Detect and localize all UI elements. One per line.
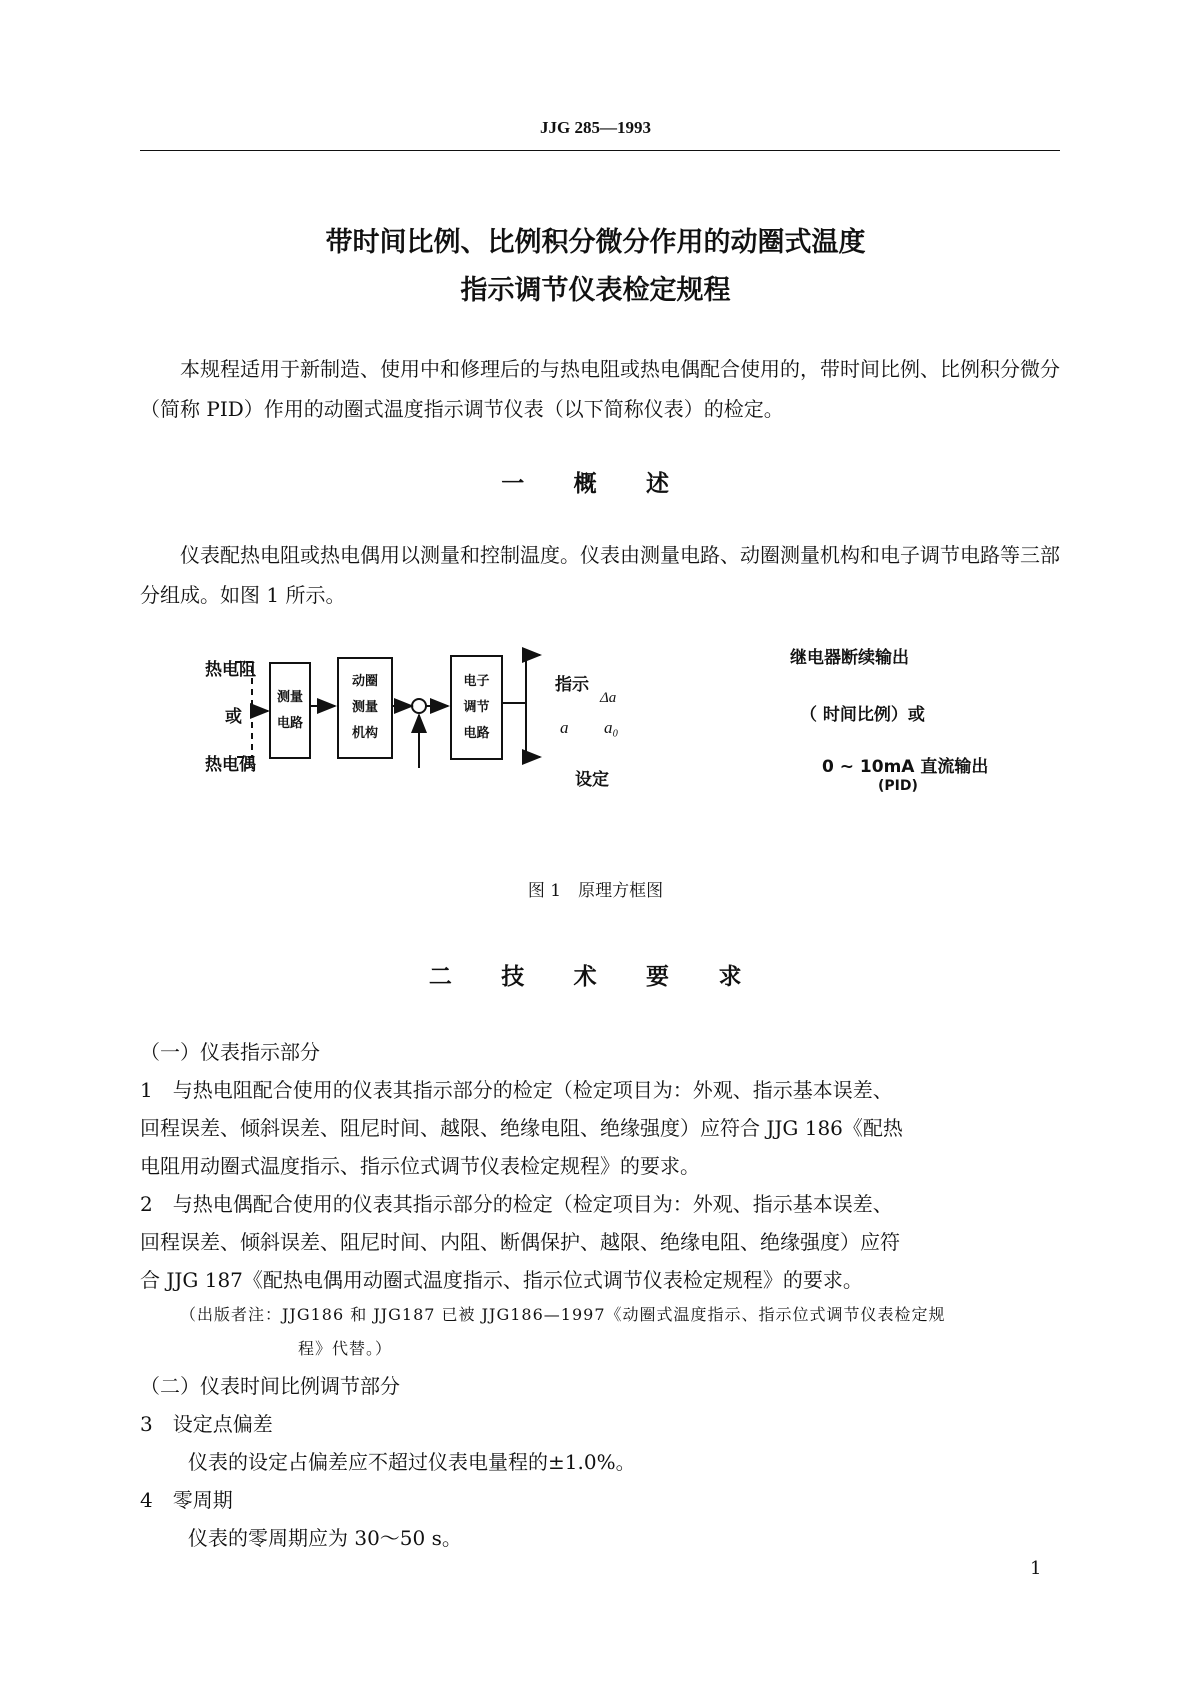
input-thermocouple-label: 热电偶 (205, 755, 256, 775)
moving-coil-box: 动圈测量机构 (337, 657, 393, 759)
clause-3-text: 仪表的设定占偏差应不超过仪表电量程的±1.0%。 (188, 1450, 636, 1474)
indicate-label: 指示 (555, 675, 589, 695)
standard-header: JJG 285—1993 (540, 118, 651, 137)
clause-1-line1: 1 与热电阻配合使用的仪表其指示部分的检定（检定项目为：外观、指示基本误差、 (140, 1078, 893, 1102)
electronic-control-box: 电子调节电路 (450, 655, 503, 760)
measuring-circuit-box: 测量电路 (269, 662, 311, 759)
page-number: 1 (1030, 1558, 1042, 1579)
section-1-heading: 一 概 述 (501, 471, 690, 497)
clause-4-heading: 4 零周期 (140, 1488, 233, 1512)
pid-label: (PID) (878, 778, 918, 794)
a0-label: a₀ (604, 718, 619, 737)
input-or-label: 或 (225, 707, 242, 727)
doc-title-line1: 带时间比例、比例积分微分作用的动圈式温度 (325, 227, 866, 258)
clause-1-line3: 电阻用动圈式温度指示、指示位式调节仪表检定规程》的要求。 (140, 1154, 700, 1178)
diagram-lines (180, 640, 1080, 820)
publisher-note-line1: （出版者注：JJG186 和 JJG187 已被 JJG186—1997《动圈式温度指示、指示位式调节仪表检定规 (180, 1305, 946, 1324)
clause-3-heading: 3 设定点偏差 (140, 1412, 273, 1436)
subsection-1-heading: （一）仪表指示部分 (140, 1040, 320, 1064)
time-proportion-label: （ 时间比例）或 (800, 705, 925, 725)
subsection-2-heading: （二）仪表时间比例调节部分 (140, 1374, 400, 1398)
figure-caption: 图 1 原理方框图 (527, 881, 664, 901)
section-1-text: 仪表配热电阻或热电偶用以测量和控制温度。仪表由测量电路、动圈测量机构和电子调节电路等三部分组成。如图 1 所示。 (140, 543, 1060, 607)
setpoint-label: 设定 (575, 770, 609, 790)
clause-4-text: 仪表的零周期应为 30～50 s。 (188, 1526, 462, 1550)
clause-2-line1: 2 与热电偶配合使用的仪表其指示部分的检定（检定项目为：外观、指示基本误差、 (140, 1192, 893, 1216)
dc-output-label: 0 ~ 10mA 直流输出 (822, 757, 989, 777)
input-rtd-label: 热电阻 (205, 660, 256, 680)
header-rule (140, 150, 1060, 151)
block-diagram (180, 640, 1080, 820)
intro-paragraph: 本规程适用于新制造、使用中和修理后的与热电阻或热电偶配合使用的，带时间比例、比例积分微分（简称 PID）作用的动圈式温度指示调节仪表（以下简称仪表）的检定。 (140, 357, 1060, 421)
a-label: a (560, 718, 569, 737)
clause-1-line2: 回程误差、倾斜误差、阻尼时间、越限、绝缘电阻、绝缘强度）应符合 JJG 186《配热 (140, 1116, 903, 1140)
clause-2-line3: 合 JJG 187《配热电偶用动圈式温度指示、指示位式调节仪表检定规程》的要求。 (140, 1268, 863, 1292)
relay-output-label: 继电器断续输出 (790, 648, 909, 668)
publisher-note-line2: 程》代替。） (298, 1339, 393, 1358)
delta-a-label: Δa (600, 690, 617, 706)
doc-title-line2: 指示调节仪表检定规程 (460, 275, 731, 306)
section-2-heading: 二 技 术 要 求 (428, 964, 763, 990)
clause-2-line2: 回程误差、倾斜误差、阻尼时间、内阻、断偶保护、越限、绝缘电阻、绝缘强度）应符 (140, 1230, 900, 1254)
